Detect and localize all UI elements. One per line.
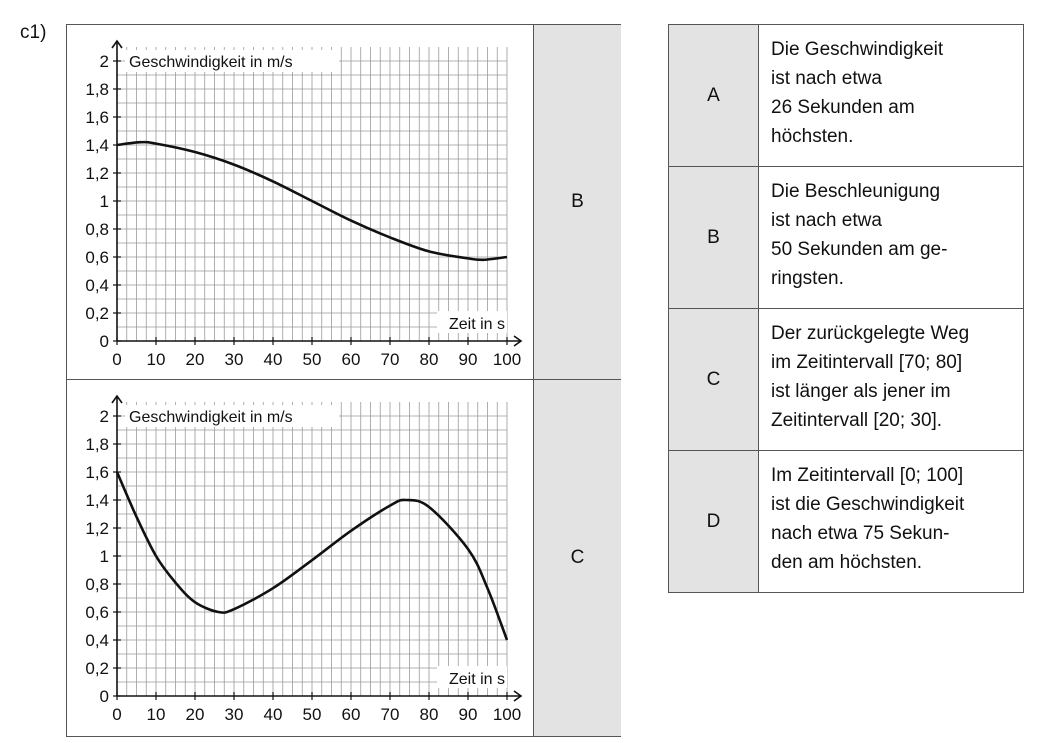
y-tick-label: 1,8 (85, 435, 109, 454)
y-tick-label: 0,2 (85, 304, 109, 323)
y-tick-label: 1,4 (85, 136, 109, 155)
statement-letter: A (669, 25, 759, 166)
y-tick-label: 0,8 (85, 220, 109, 239)
x-tick-label: 90 (458, 705, 478, 724)
x-tick-label: 50 (302, 350, 322, 369)
statement-letter: C (669, 309, 759, 450)
x-tick-label: 80 (419, 350, 439, 369)
y-tick-label: 0,2 (85, 659, 109, 678)
statement-row (669, 450, 1023, 592)
y-tick-label: 1,4 (85, 491, 109, 510)
x-tick-label: 60 (341, 705, 361, 724)
x-tick-label: 100 (492, 350, 522, 369)
y-axis-label: Geschwindigkeit in m/s (129, 409, 293, 426)
x-tick-label: 50 (302, 705, 322, 724)
statement-text: Im Zeitintervall [0; 100] ist die Geschwindigkeit nach etwa 75 Sekun- den am höchsten. (771, 465, 965, 573)
chart-cell-1 (67, 25, 533, 379)
statement-row (669, 166, 1023, 308)
x-tick-label: 80 (419, 705, 439, 724)
y-tick-label: 1 (99, 547, 109, 566)
y-tick-label: 2 (99, 407, 109, 426)
y-tick-label: 0,4 (85, 276, 109, 295)
x-tick-label: 70 (380, 705, 400, 724)
velocity-chart-1 (67, 25, 533, 379)
x-tick-label: 70 (380, 350, 400, 369)
y-tick-label: 0 (99, 332, 109, 351)
y-tick-label: 1,6 (85, 463, 109, 482)
x-tick-label: 90 (458, 350, 478, 369)
y-tick-label: 1,2 (85, 164, 109, 183)
x-tick-label: 40 (263, 705, 283, 724)
statement-row (669, 25, 1023, 166)
answer-cell-2 (533, 380, 621, 736)
statement-table (668, 24, 1024, 593)
x-tick-label: 30 (224, 350, 244, 369)
x-axis-label: Zeit in s (448, 671, 505, 688)
x-axis-label: Zeit in s (448, 316, 505, 333)
x-tick-label: 20 (185, 705, 205, 724)
y-tick-label: 1,6 (85, 108, 109, 127)
velocity-chart-2 (67, 380, 533, 736)
statement-row (669, 308, 1023, 450)
x-tick-label: 10 (146, 705, 166, 724)
y-tick-label: 1,2 (85, 519, 109, 538)
answer-letter-1: B (571, 191, 584, 212)
x-tick-label: 100 (492, 705, 522, 724)
statement-text: Die Beschleunigung ist nach etwa 50 Sekunden am ge- ringsten. (771, 181, 948, 289)
chart-cell-2 (67, 380, 533, 736)
x-tick-label: 0 (112, 705, 122, 724)
y-tick-label: 0 (99, 687, 109, 706)
statement-letter: D (669, 451, 759, 592)
y-tick-label: 0,6 (85, 248, 109, 267)
grid (117, 47, 507, 341)
statement-text: Der zurückgelegte Weg im Zeitintervall [70; 80] ist länger als jener im Zeitintervall [20; 30]. (771, 323, 970, 431)
x-tick-label: 20 (185, 350, 205, 369)
y-tick-label: 1,8 (85, 80, 109, 99)
statement-letter: B (669, 167, 759, 308)
x-tick-label: 60 (341, 350, 361, 369)
y-tick-label: 1 (99, 192, 109, 211)
grid (117, 402, 507, 696)
x-tick-label: 30 (224, 705, 244, 724)
x-tick-label: 40 (263, 350, 283, 369)
y-tick-label: 2 (99, 52, 109, 71)
y-tick-label: 0,6 (85, 603, 109, 622)
graph-table (66, 24, 621, 737)
y-tick-label: 0,4 (85, 631, 109, 650)
x-tick-label: 0 (112, 350, 122, 369)
y-axis-label: Geschwindigkeit in m/s (129, 54, 293, 71)
y-tick-label: 0,8 (85, 575, 109, 594)
x-tick-label: 10 (146, 350, 166, 369)
answer-letter-2: C (570, 547, 585, 568)
statement-text: Die Geschwindigkeit ist nach etwa 26 Sekunden am höchsten. (771, 39, 944, 147)
task-label: c1) (20, 22, 47, 43)
answer-cell-1 (533, 25, 621, 379)
